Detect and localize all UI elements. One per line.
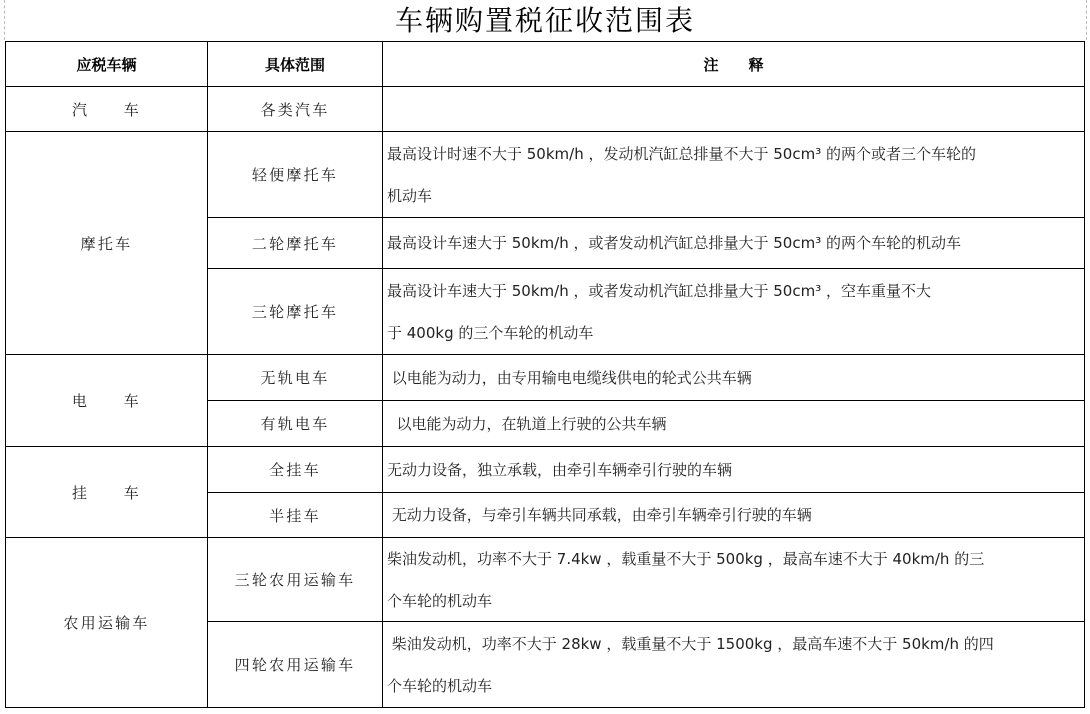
- scope-cell: 轻便摩托车: [207, 131, 383, 218]
- note-line: 最高设计车速大于 50km/h ，或者发动机汽缸总排量大于 50cm³ ，空车重量不大: [387, 281, 931, 300]
- note-cell: 以电能为动力，在轨道上行驶的公共车辆: [382, 400, 1085, 447]
- note-line: 个车轮的机动车: [387, 591, 493, 610]
- note-cell: [382, 621, 1085, 708]
- note-cell: 以电能为动力，由专用输电电缆线供电的轮式公共车辆: [382, 354, 1085, 401]
- note-cell: [382, 131, 1085, 218]
- scope-cell: 半挂车: [207, 492, 383, 538]
- category-cell: 电 车: [5, 354, 208, 447]
- note-line: 于 400kg 的三个车轮的机动车: [387, 323, 594, 342]
- note-line: 最高设计时速不大于 50km/h ，发动机汽缸总排量不大于 50cm³ 的两个或者三个车轮的: [387, 144, 976, 163]
- category-cell: 挂 车: [5, 446, 208, 538]
- category-cell: 汽 车: [5, 86, 208, 132]
- note-line: 个车轮的机动车: [387, 676, 493, 695]
- scope-cell: 三轮农用运输车: [207, 537, 383, 622]
- scope-cell: 二轮摩托车: [207, 217, 383, 269]
- scope-cell: 全挂车: [207, 446, 383, 493]
- tax-scope-table: [5, 41, 1085, 708]
- note-cell: [382, 86, 1085, 132]
- note-cell: 最高设计车速大于 50km/h ，或者发动机汽缸总排量大于 50cm³ 的两个车轮的机动车: [382, 217, 1085, 269]
- scope-cell: 各类汽车: [207, 86, 383, 132]
- category-cell: 农用运输车: [5, 537, 208, 708]
- scope-cell: 四轮农用运输车: [207, 621, 383, 708]
- scope-cell: 无轨电车: [207, 354, 383, 401]
- scope-cell: 三轮摩托车: [207, 268, 383, 355]
- note-line: 柴油发动机，功率不大于 7.4kw ，载重量不大于 500kg ，最高车速不大于 40km/h 的三: [387, 549, 985, 568]
- header-taxable-vehicle: 应税车辆: [5, 41, 208, 87]
- note-cell: 无动力设备，独立承载，由牵引车辆牵引行驶的车辆: [382, 446, 1085, 493]
- note-cell: [382, 268, 1085, 355]
- note-cell: [382, 537, 1085, 622]
- header-specific-scope: 具体范围: [207, 41, 383, 87]
- header-notes: 注 释: [382, 41, 1085, 87]
- note-line: 柴油发动机，功率不大于 28kw ，载重量不大于 1500kg ，最高车速不大于 50km/h 的四: [387, 634, 994, 653]
- note-line: 机动车: [387, 186, 433, 205]
- scope-cell: 有轨电车: [207, 400, 383, 447]
- note-cell: 无动力设备，与牵引车辆共同承载，由牵引车辆牵引行驶的车辆: [382, 492, 1085, 538]
- category-cell: 摩托车: [5, 131, 208, 355]
- document-title: 车辆购置税征收范围表: [394, 4, 695, 37]
